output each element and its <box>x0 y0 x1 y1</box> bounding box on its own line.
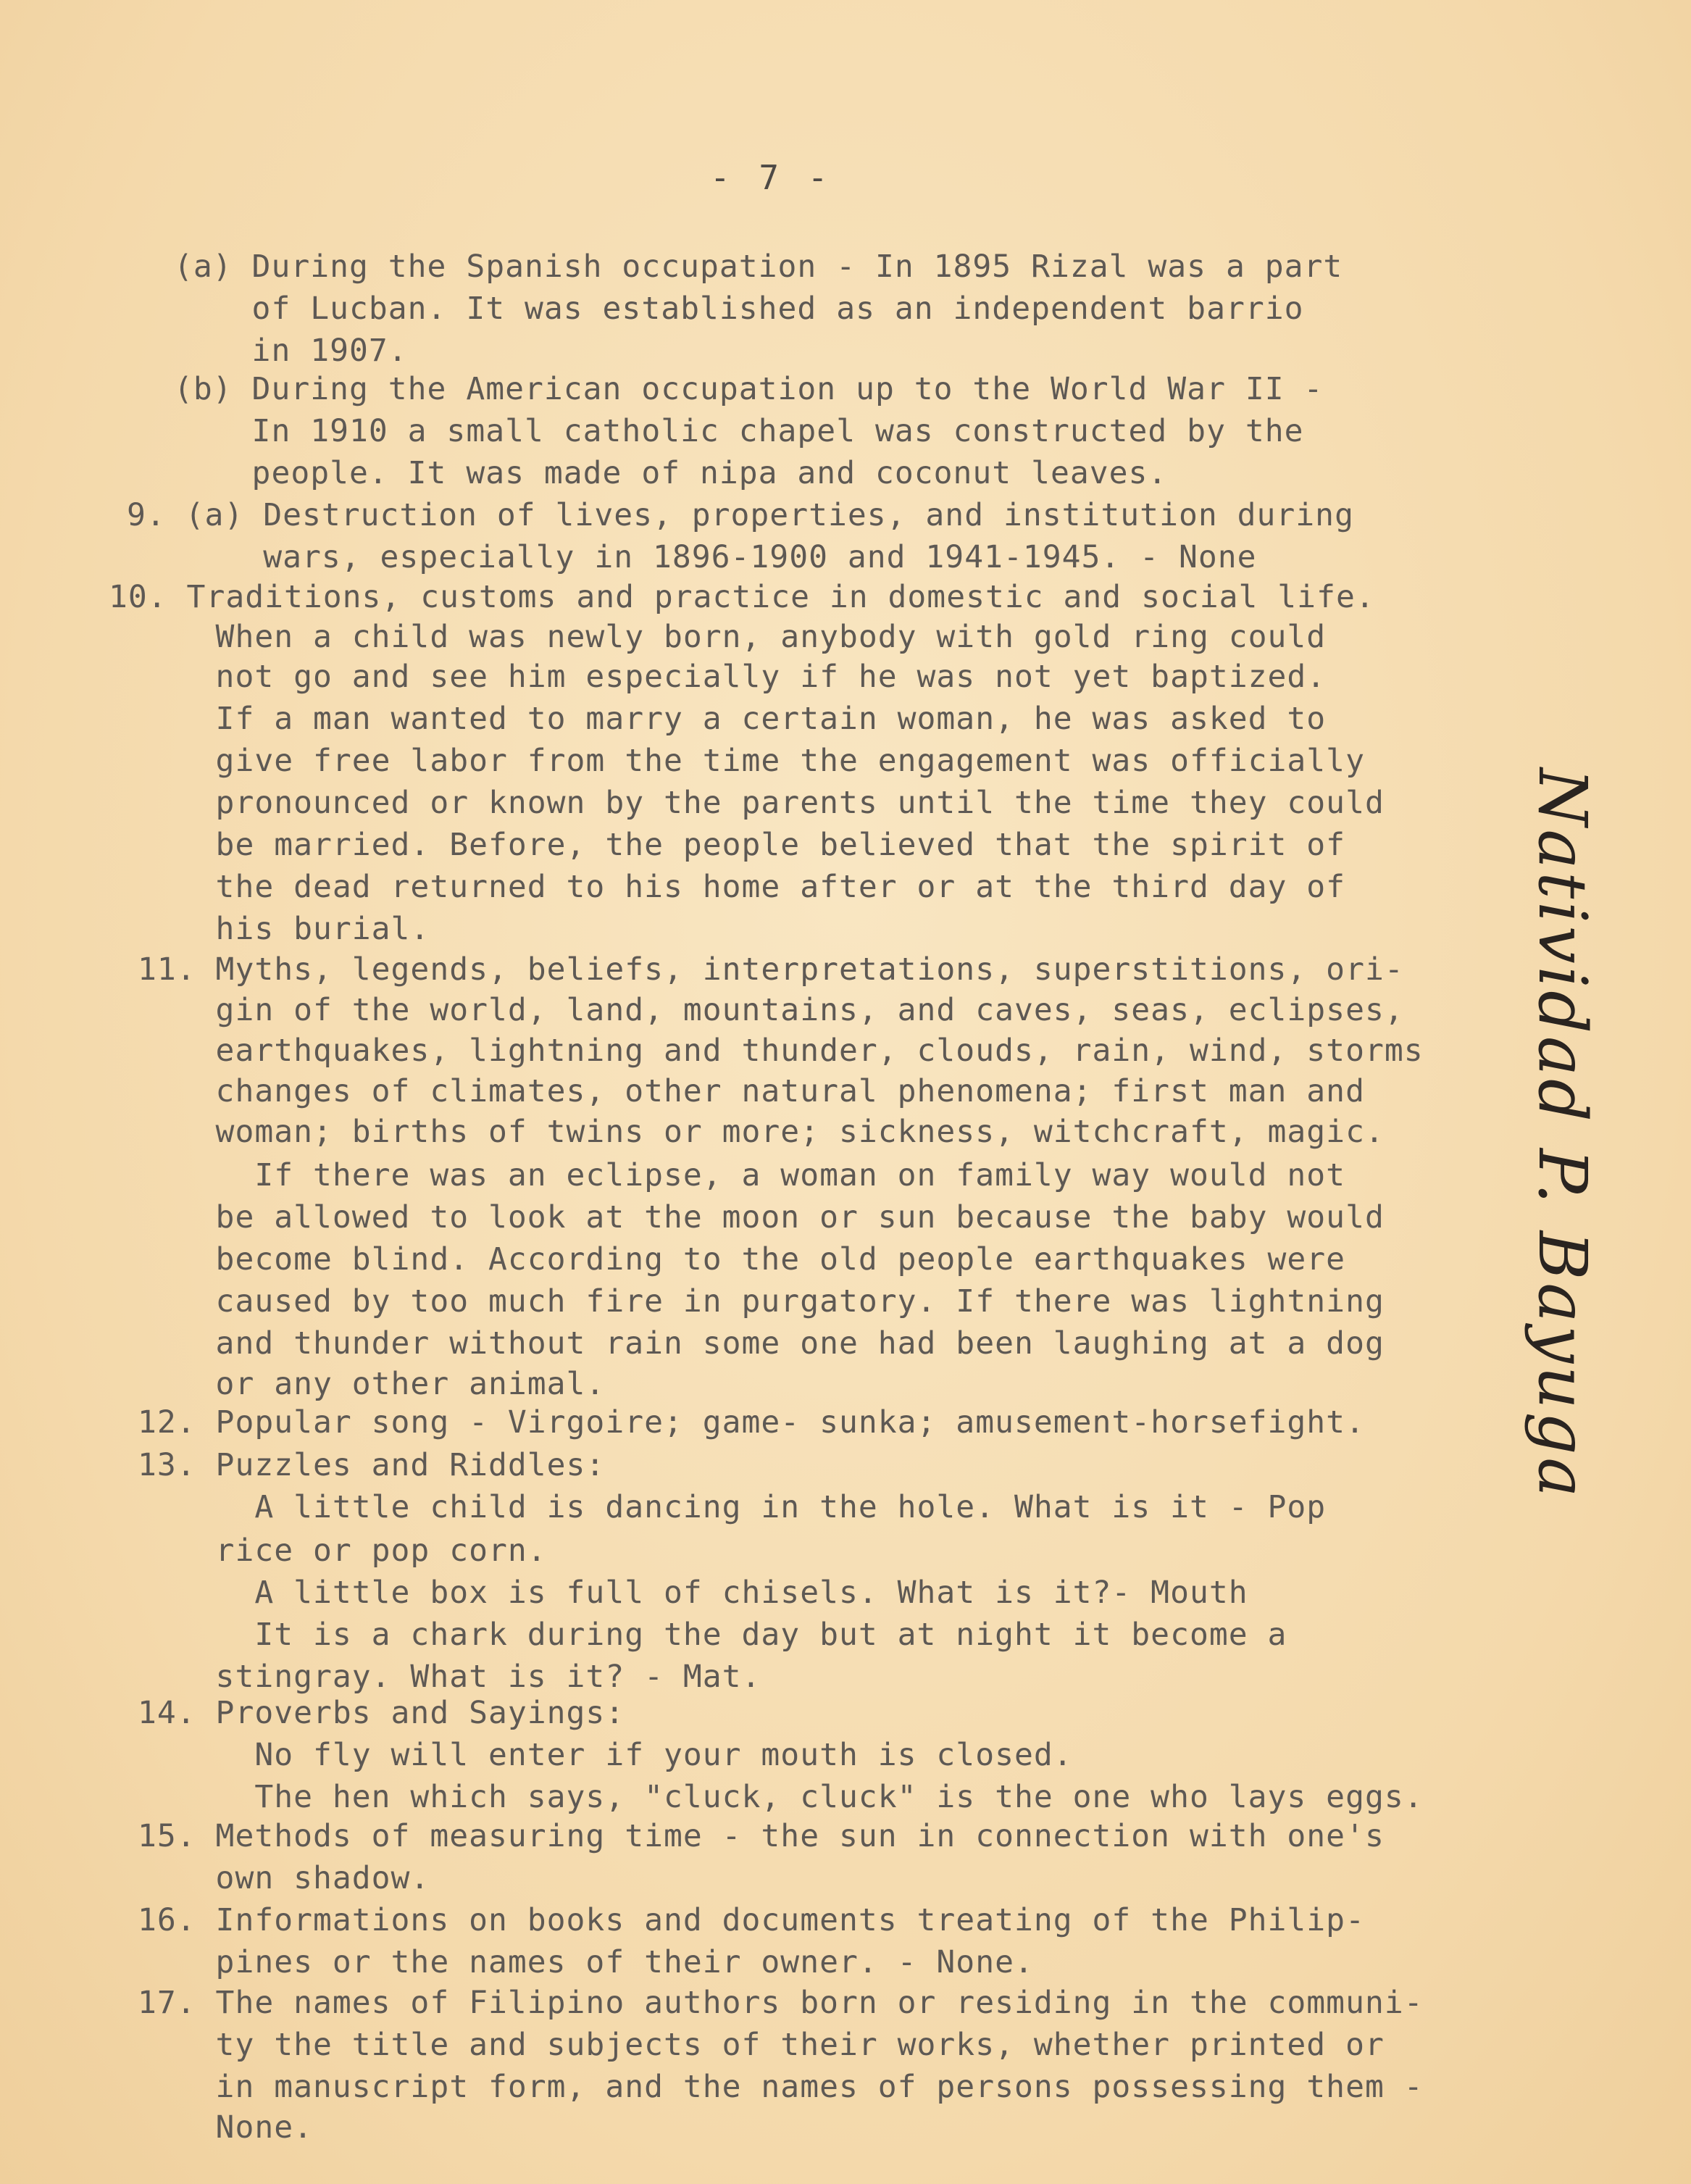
text-line: 13. Puzzles and Riddles: <box>138 1447 606 1483</box>
text-line: of Lucban. It was established as an independent barrio <box>174 291 1304 327</box>
text-line: 16. Informations on books and documents treating of the Philip- <box>138 1902 1365 1938</box>
text-line: woman; births of twins or more; sickness, witchcraft, magic. <box>138 1114 1385 1150</box>
text-line: caused by too much fire in purgatory. If there was lightning <box>138 1283 1385 1320</box>
text-line: None. <box>138 2109 313 2146</box>
text-line: If there was an eclipse, a woman on family way would not <box>138 1157 1346 1193</box>
text-line: 14. Proverbs and Sayings: <box>138 1695 625 1731</box>
text-line: rice or pop corn. <box>138 1533 547 1569</box>
text-line: give free labor from the time the engagement was officially <box>138 743 1365 779</box>
text-line: own shadow. <box>138 1860 430 1896</box>
text-line: 9. (a) Destruction of lives, properties, and institution during <box>127 497 1354 533</box>
text-line: 15. Methods of measuring time - the sun in connection with one's <box>138 1818 1385 1854</box>
text-line: It is a chark during the day but at night it become a <box>138 1617 1287 1653</box>
text-line: 11. Myths, legends, beliefs, interpretations, superstitions, ori- <box>138 951 1404 988</box>
text-line: 17. The names of Filipino authors born or residing in the communi- <box>138 1985 1424 2021</box>
text-line: (a) During the Spanish occupation - In 1895 Rizal was a part <box>174 249 1343 285</box>
text-line: the dead returned to his home after or at the third day of <box>138 869 1346 905</box>
text-line: be allowed to look at the moon or sun because the baby would <box>138 1199 1385 1235</box>
text-line: pines or the names of their owner. - None. <box>138 1944 1034 1980</box>
text-line: (b) During the American occupation up to the World War II - <box>174 371 1324 407</box>
text-line: 12. Popular song - Virgoire; game- sunka; amusement-horsefight. <box>138 1404 1365 1441</box>
text-line: in 1907. <box>174 333 408 369</box>
text-line: in manuscript form, and the names of persons possessing them - <box>138 2069 1424 2105</box>
text-line: gin of the world, land, mountains, and caves, seas, eclipses, <box>138 992 1404 1028</box>
text-line: changes of climates, other natural phenomena; first man and <box>138 1073 1365 1109</box>
text-line: or any other animal. <box>138 1366 606 1402</box>
text-line: When a child was newly born, anybody with gold ring could <box>138 619 1327 655</box>
text-line: The hen which says, "cluck, cluck" is the one who lays eggs. <box>138 1779 1424 1815</box>
text-line: not go and see him especially if he was not yet baptized. <box>138 659 1327 695</box>
text-line: his burial. <box>138 911 430 947</box>
signature-text: Natividad P. Bayuga <box>1524 768 1601 1501</box>
text-line: If a man wanted to marry a certain woman, he was asked to <box>138 701 1327 737</box>
text-line: A little child is dancing in the hole. What is it - Pop <box>138 1489 1327 1525</box>
text-line: pronounced or known by the parents until the time they could <box>138 785 1385 821</box>
text-line: wars, especially in 1896-1900 and 1941-1945. - None <box>127 539 1257 575</box>
text-line: 10. Traditions, customs and practice in domestic and social life. <box>109 579 1375 615</box>
text-line: A little box is full of chisels. What is it?- Mouth <box>138 1575 1248 1611</box>
text-line: become blind. According to the old people earthquakes were <box>138 1241 1346 1278</box>
text-line: No fly will enter if your mouth is closed. <box>138 1737 1073 1773</box>
text-line: and thunder without rain some one had been laughing at a dog <box>138 1325 1385 1362</box>
text-line: In 1910 a small catholic chapel was constructed by the <box>174 413 1304 449</box>
text-line: earthquakes, lightning and thunder, clouds, rain, wind, storms <box>138 1033 1424 1069</box>
text-line: ty the title and subjects of their works, whether printed or <box>138 2027 1385 2063</box>
handwritten-signature <box>1521 768 1623 1501</box>
text-line: be married. Before, the people believed that the spirit of <box>138 827 1346 863</box>
text-line: people. It was made of nipa and coconut leaves. <box>174 455 1168 491</box>
text-line: stingray. What is it? - Mat. <box>138 1659 761 1695</box>
page-number: - 7 - <box>710 158 832 197</box>
